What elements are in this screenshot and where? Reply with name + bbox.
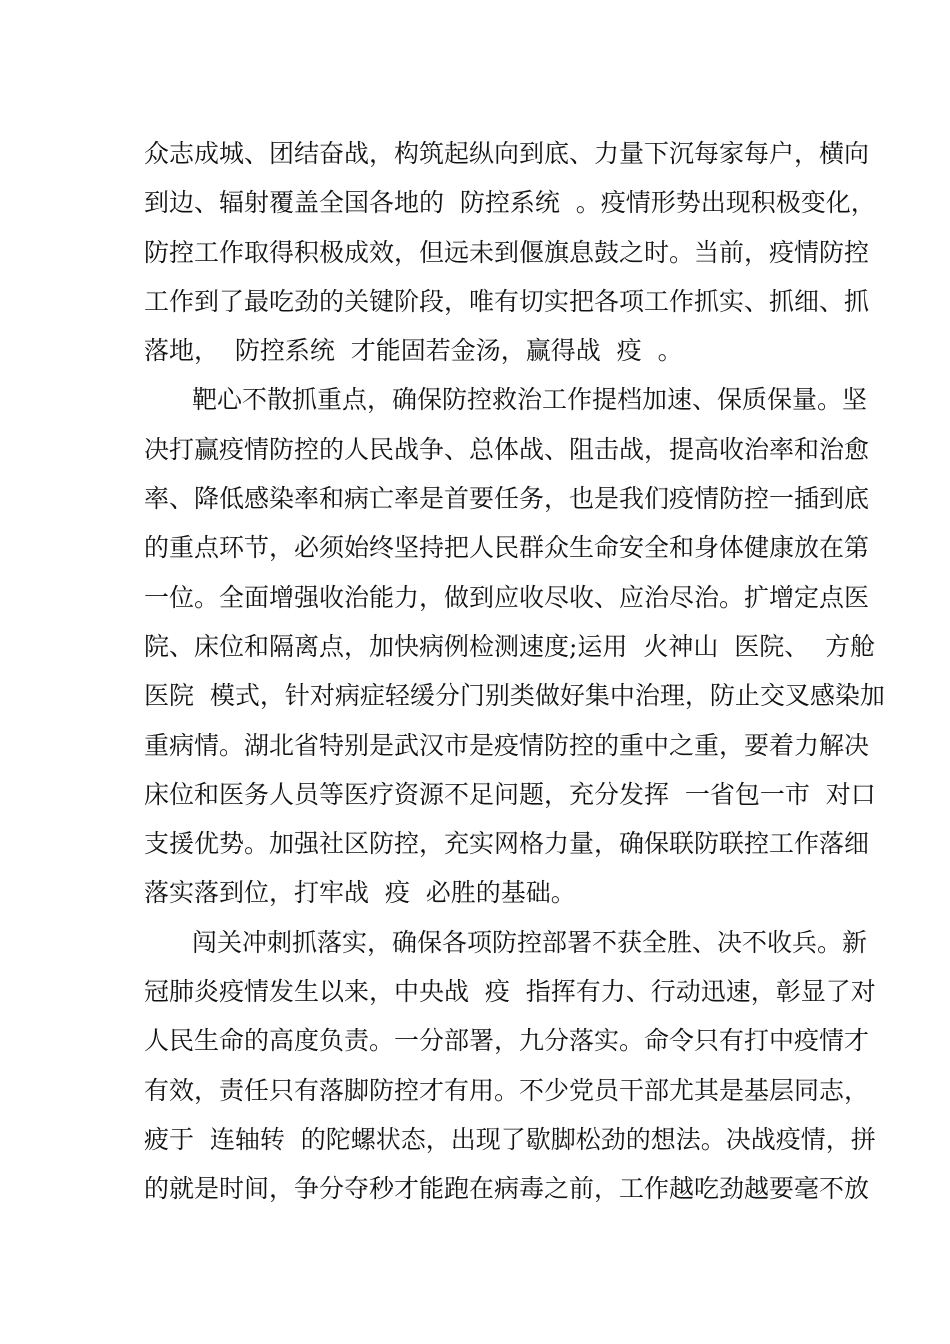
text-line: 的重点环节，必须始终坚持把人民群众生命安全和身体健康放在第 [144,533,870,563]
text-line: 冠肺炎疫情发生以来，中央战 疫 指挥有力、行动迅速，彰显了对 [144,977,876,1007]
text-line: 落实落到位，打牢战 疫 必胜的基础。 [144,878,576,908]
text-line: 人民生命的高度负责。一分部署，九分落实。命令只有打中疫情才 [144,1026,870,1056]
paragraph-first-line: 靶心不散抓重点，确保防控救治工作提档加速、保质保量。坚 [192,385,868,415]
text-line: 落地， 防控系统 才能固若金汤，赢得战 疫 。 [144,336,683,366]
text-line: 支援优势。加强社区防控，充实网格力量，确保联防联控工作落细 [144,829,870,859]
text-line: 到边、辐射覆盖全国各地的 防控系统 。疫情形势出现积极变化， [144,188,876,218]
text-line: 决打赢疫情防控的人民战争、总体战、阻击战，提高收治率和治愈 [144,434,870,464]
text-line: 一位。全面增强收治能力，做到应收尽收、应治尽治。扩增定点医 [144,582,870,612]
text-line: 的就是时间，争分夺秒才能跑在病毒之前，工作越吃劲越要毫不放 [144,1174,870,1204]
text-line: 众志成城、团结奋战，构筑起纵向到底、力量下沉每家每户，横向 [144,139,870,168]
text-line: 有效，责任只有落脚防控才有用。不少党员干部尤其是基层同志， [144,1075,870,1105]
text-line: 率、降低感染率和病亡率是首要任务，也是我们疫情防控一插到底 [144,484,870,514]
text-line: 床位和医务人员等医疗资源不足问题，充分发挥 一省包一市 对口 [144,779,876,809]
text-line: 院、床位和隔离点，加快病例检测速度;运用 火神山 医院、 方舱 [144,631,876,661]
paragraph-first-line: 闯关冲刺抓落实，确保各项防控部署不获全胜、决不收兵。新 [192,927,868,957]
text-line: 疲于 连轴转 的陀螺状态，出现了歇脚松劲的想法。决战疫情，拼 [144,1124,876,1154]
document-body [144,129,885,1214]
text-line: 防控工作取得积极成效，但远未到偃旗息鼓之时。当前，疫情防控 [144,237,870,267]
text-line: 工作到了最吃劲的关键阶段，唯有切实把各项工作抓实、抓细、抓 [144,286,870,316]
text-line: 重病情。湖北省特别是武汉市是疫情防控的重中之重，要着力解决 [144,730,870,760]
text-line: 医院 模式，针对病症轻缓分门别类做好集中治理，防止交叉感染加 [144,681,885,711]
